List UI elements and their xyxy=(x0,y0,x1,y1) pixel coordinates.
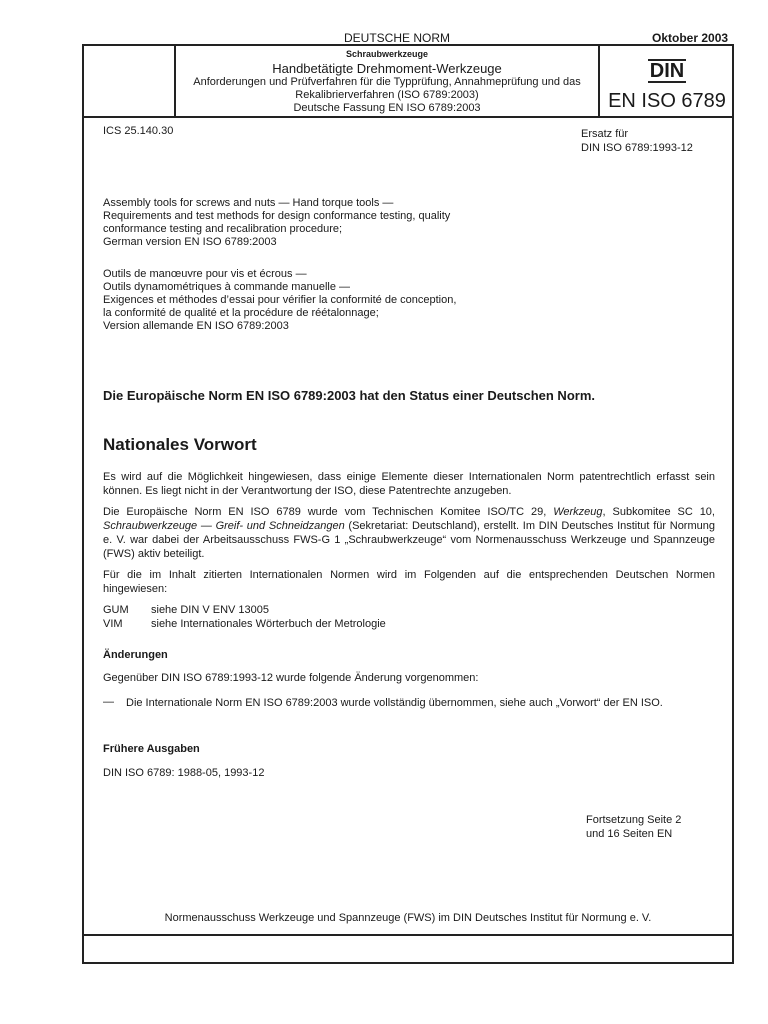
document-title: Handbetätigte Drehmoment-Werkzeuge xyxy=(272,61,502,76)
english-title xyxy=(103,197,450,249)
replaces-value: DIN ISO 6789:1993-12 xyxy=(581,142,693,154)
french-title-line: la conformité de qualité et la procédure de réétalonnage; xyxy=(103,307,379,319)
changes-intro: Gegenüber DIN ISO 6789:1993-12 wurde folgende Änderung vorgenommen: xyxy=(103,672,479,684)
ics-code: ICS 25.140.30 xyxy=(103,125,174,137)
foreword-paragraph-1: Es wird auf die Möglichkeit hingewiesen, dass einige Elemente dieser Internationalen Norm patentrechtlich erfasst sein können. Es liegt nicht in der Verantwortung der ISO, diese Patentrechte anzugeben. xyxy=(103,471,715,497)
french-title-line: Outils dynamométriques à commande manuelle — xyxy=(103,281,351,293)
document-subtitle-1: Anforderungen und Prüfverfahren für die Typprüfung, Annahmeprüfung und das xyxy=(193,76,581,88)
french-title-line: Version allemande EN ISO 6789:2003 xyxy=(103,320,289,332)
document-frame xyxy=(82,44,734,964)
paragraph-text: (Sekretariat: Deutschland), erstellt. Im DIN Deutsches Institut für Normung e. V. war dabei der Arbeitsausschuss FWS-G 1 „Schraubwerkzeuge“ vom Normenausschuss Werkzeuge und Spannzeuge (FWS) aktiv beteiligt. xyxy=(103,520,715,560)
foreword-paragraph-3: Für die im Inhalt zitierten Internationalen Normen wird im Folgenden auf die entsprechenden Deutschen Normen hingewiesen: xyxy=(103,569,715,595)
foreword-heading: Nationales Vorwort xyxy=(103,435,257,454)
editions-heading: Frühere Ausgaben xyxy=(103,743,200,755)
reference-text: siehe Internationales Wörterbuch der Metrologie xyxy=(151,618,386,630)
paragraph-text: Die Europäische Norm EN ISO 6789 wurde vom Technischen Komitee ISO/TC 29, xyxy=(103,506,554,518)
english-title-line: Requirements and test methods for design conformance testing, quality xyxy=(103,210,451,222)
french-title-line: Outils de manœuvre pour vis et écrous — xyxy=(103,268,307,280)
foreword-paragraph-2 xyxy=(103,505,715,561)
english-title-line: German version EN ISO 6789:2003 xyxy=(103,236,277,248)
reference-item xyxy=(103,603,386,617)
reference-list xyxy=(103,603,386,631)
reference-item xyxy=(103,617,386,631)
footer-committee: Normenausschuss Werkzeuge und Spannzeuge (FWS) im DIN Deutsches Institut für Normung e. V. xyxy=(164,912,652,924)
din-logo-text: DIN xyxy=(649,60,685,82)
publication-date: Oktober 2003 xyxy=(652,31,729,45)
status-statement: Die Europäische Norm EN ISO 6789:2003 hat den Status einer Deutschen Norm. xyxy=(103,388,595,403)
changes-item: Die Internationale Norm EN ISO 6789:2003 wurde vollständig übernommen, siehe auch „Vorwort“ der EN ISO. xyxy=(126,697,663,709)
reference-abbreviation: GUM xyxy=(103,604,129,616)
din-logo xyxy=(600,59,734,83)
document-number: EN ISO 6789 xyxy=(608,90,726,112)
header-bottom-rule xyxy=(84,116,732,118)
continuation-line-1: Fortsetzung Seite 2 xyxy=(586,814,682,826)
english-title-line: conformance testing and recalibration procedure; xyxy=(103,223,343,235)
document-subtitle-2: Rekalibrierverfahren (ISO 6789:2003) xyxy=(295,89,479,101)
paragraph-text: , Subkomitee SC 10, xyxy=(602,506,715,518)
category-label: Schraubwerkzeuge xyxy=(345,49,429,59)
norm-type: DEUTSCHE NORM xyxy=(344,31,451,45)
french-title-line: Exigences et méthodes d’essai pour vérifier la conformité de conception, xyxy=(103,294,457,306)
continuation-line-2: und 16 Seiten EN xyxy=(586,828,673,840)
changes-heading: Änderungen xyxy=(103,649,168,661)
document-version: Deutsche Fassung EN ISO 6789:2003 xyxy=(293,102,481,114)
french-title xyxy=(103,268,456,333)
english-title-line: Assembly tools for screws and nuts — Hand torque tools — xyxy=(103,197,394,209)
subcommittee-name: Schraubwerkzeuge — Greif- und Schneidzangen xyxy=(103,520,345,532)
footer-rule xyxy=(84,934,732,936)
replaces-label: Ersatz für xyxy=(581,128,629,140)
reference-abbreviation: VIM xyxy=(103,618,123,630)
reference-text: siehe DIN V ENV 13005 xyxy=(151,604,270,616)
changes-dash: — xyxy=(103,696,114,708)
editions-text: DIN ISO 6789: 1988-05, 1993-12 xyxy=(103,767,265,779)
committee-name: Werkzeug xyxy=(553,506,603,518)
